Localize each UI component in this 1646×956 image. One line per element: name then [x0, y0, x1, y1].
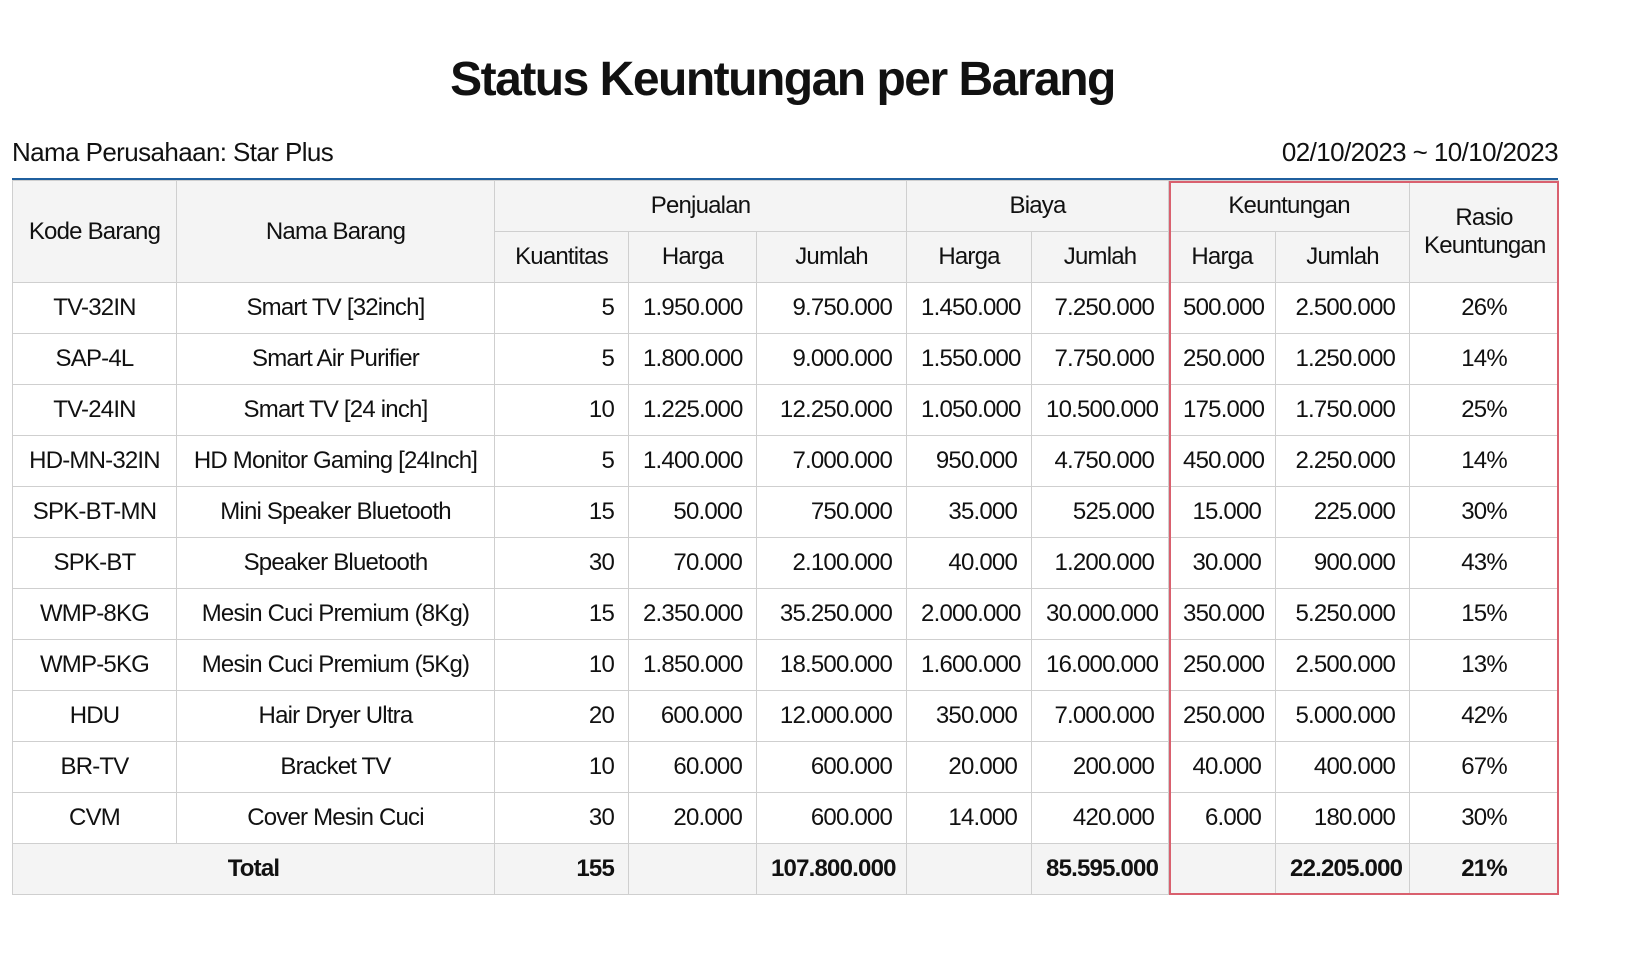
cell-kode-barang: HDU — [13, 691, 177, 742]
cell-kuantitas: 30 — [495, 538, 629, 589]
header-jumlah-biaya: Jumlah — [1032, 232, 1169, 283]
cell-jumlah-penjualan: 9.750.000 — [757, 283, 907, 334]
cell-kode-barang: TV-32IN — [13, 283, 177, 334]
cell-harga-keuntungan: 250.000 — [1169, 691, 1276, 742]
table-body — [13, 283, 1559, 844]
cell-jumlah-biaya: 16.000.000 — [1032, 640, 1169, 691]
cell-harga-penjualan: 1.225.000 — [629, 385, 757, 436]
cell-rasio-keuntungan: 30% — [1410, 793, 1559, 844]
cell-harga-biaya: 20.000 — [907, 742, 1032, 793]
header-kode-barang: Kode Barang — [13, 181, 177, 283]
cell-jumlah-keuntungan: 1.750.000 — [1276, 385, 1410, 436]
cell-jumlah-penjualan: 7.000.000 — [757, 436, 907, 487]
cell-kode-barang: CVM — [13, 793, 177, 844]
cell-nama-barang: Mesin Cuci Premium (5Kg) — [177, 640, 495, 691]
cell-jumlah-penjualan: 600.000 — [757, 793, 907, 844]
cell-jumlah-biaya: 7.250.000 — [1032, 283, 1169, 334]
cell-kuantitas: 5 — [495, 283, 629, 334]
cell-harga-biaya: 1.450.000 — [907, 283, 1032, 334]
cell-jumlah-keuntungan: 1.250.000 — [1276, 334, 1410, 385]
cell-harga-biaya: 950.000 — [907, 436, 1032, 487]
cell-harga-biaya: 40.000 — [907, 538, 1032, 589]
table-row — [13, 691, 1559, 742]
cell-harga-keuntungan: 250.000 — [1169, 640, 1276, 691]
header-harga-keuntungan: Harga — [1169, 232, 1276, 283]
cell-rasio-keuntungan: 14% — [1410, 436, 1559, 487]
cell-kode-barang: SPK-BT — [13, 538, 177, 589]
cell-harga-penjualan: 1.400.000 — [629, 436, 757, 487]
cell-kode-barang: BR-TV — [13, 742, 177, 793]
cell-nama-barang: Hair Dryer Ultra — [177, 691, 495, 742]
cell-harga-keuntungan: 500.000 — [1169, 283, 1276, 334]
cell-harga-penjualan: 2.350.000 — [629, 589, 757, 640]
cell-jumlah-biaya: 200.000 — [1032, 742, 1169, 793]
cell-kode-barang: TV-24IN — [13, 385, 177, 436]
table-header — [13, 181, 1559, 283]
cell-rasio-keuntungan: 13% — [1410, 640, 1559, 691]
header-keuntungan: Keuntungan — [1169, 181, 1410, 232]
cell-jumlah-keuntungan: 180.000 — [1276, 793, 1410, 844]
cell-nama-barang: Speaker Bluetooth — [177, 538, 495, 589]
header-harga-penjualan: Harga — [629, 232, 757, 283]
cell-kode-barang: WMP-5KG — [13, 640, 177, 691]
cell-jumlah-keuntungan: 2.250.000 — [1276, 436, 1410, 487]
cell-jumlah-biaya: 7.000.000 — [1032, 691, 1169, 742]
cell-harga-biaya: 1.550.000 — [907, 334, 1032, 385]
cell-harga-biaya: 1.600.000 — [907, 640, 1032, 691]
header-jumlah-penjualan: Jumlah — [757, 232, 907, 283]
total-row — [13, 844, 1559, 895]
cell-jumlah-biaya: 525.000 — [1032, 487, 1169, 538]
total-kuantitas: 155 — [495, 844, 629, 895]
cell-nama-barang: Smart Air Purifier — [177, 334, 495, 385]
cell-nama-barang: HD Monitor Gaming [24Inch] — [177, 436, 495, 487]
cell-jumlah-penjualan: 35.250.000 — [757, 589, 907, 640]
cell-kuantitas: 5 — [495, 334, 629, 385]
cell-rasio-keuntungan: 15% — [1410, 589, 1559, 640]
cell-jumlah-penjualan: 9.000.000 — [757, 334, 907, 385]
total-harga-biaya-empty — [907, 844, 1032, 895]
cell-harga-keuntungan: 250.000 — [1169, 334, 1276, 385]
cell-kuantitas: 30 — [495, 793, 629, 844]
cell-kuantitas: 15 — [495, 487, 629, 538]
cell-nama-barang: Mini Speaker Bluetooth — [177, 487, 495, 538]
cell-jumlah-keuntungan: 400.000 — [1276, 742, 1410, 793]
total-jumlah-keuntungan: 22.205.000 — [1276, 844, 1410, 895]
cell-harga-biaya: 14.000 — [907, 793, 1032, 844]
cell-harga-penjualan: 600.000 — [629, 691, 757, 742]
header-kuantitas: Kuantitas — [495, 232, 629, 283]
cell-harga-keuntungan: 6.000 — [1169, 793, 1276, 844]
table-row — [13, 436, 1559, 487]
cell-kode-barang: WMP-8KG — [13, 589, 177, 640]
cell-kode-barang: HD-MN-32IN — [13, 436, 177, 487]
company-name: Nama Perusahaan: Star Plus — [12, 137, 334, 167]
cell-rasio-keuntungan: 26% — [1410, 283, 1559, 334]
cell-kode-barang: SAP-4L — [13, 334, 177, 385]
cell-rasio-keuntungan: 67% — [1410, 742, 1559, 793]
cell-harga-penjualan: 70.000 — [629, 538, 757, 589]
cell-jumlah-biaya: 7.750.000 — [1032, 334, 1169, 385]
cell-jumlah-biaya: 1.200.000 — [1032, 538, 1169, 589]
total-jumlah-penjualan: 107.800.000 — [757, 844, 907, 895]
cell-kuantitas: 10 — [495, 742, 629, 793]
cell-harga-keuntungan: 15.000 — [1169, 487, 1276, 538]
table-row — [13, 793, 1559, 844]
cell-kuantitas: 15 — [495, 589, 629, 640]
cell-harga-keuntungan: 350.000 — [1169, 589, 1276, 640]
cell-harga-penjualan: 1.850.000 — [629, 640, 757, 691]
cell-harga-penjualan: 1.800.000 — [629, 334, 757, 385]
cell-jumlah-biaya: 30.000.000 — [1032, 589, 1169, 640]
cell-harga-penjualan: 1.950.000 — [629, 283, 757, 334]
cell-harga-penjualan: 20.000 — [629, 793, 757, 844]
cell-jumlah-biaya: 10.500.000 — [1032, 385, 1169, 436]
cell-harga-biaya: 350.000 — [907, 691, 1032, 742]
cell-kuantitas: 10 — [495, 640, 629, 691]
header-rasio-keuntungan: Rasio Keuntungan — [1410, 181, 1559, 283]
cell-jumlah-penjualan: 2.100.000 — [757, 538, 907, 589]
table-row — [13, 640, 1559, 691]
total-jumlah-biaya: 85.595.000 — [1032, 844, 1169, 895]
date-range: 02/10/2023 ~ 10/10/2023 — [1281, 137, 1558, 167]
table-row — [13, 742, 1559, 793]
cell-nama-barang: Cover Mesin Cuci — [177, 793, 495, 844]
cell-nama-barang: Smart TV [24 inch] — [177, 385, 495, 436]
cell-rasio-keuntungan: 14% — [1410, 334, 1559, 385]
table-row — [13, 385, 1559, 436]
cell-jumlah-keuntungan: 900.000 — [1276, 538, 1410, 589]
cell-jumlah-penjualan: 750.000 — [757, 487, 907, 538]
header-jumlah-keuntungan: Jumlah — [1276, 232, 1410, 283]
cell-jumlah-penjualan: 600.000 — [757, 742, 907, 793]
cell-harga-keuntungan: 30.000 — [1169, 538, 1276, 589]
cell-kuantitas: 10 — [495, 385, 629, 436]
table-row — [13, 589, 1559, 640]
table-row — [13, 283, 1559, 334]
cell-nama-barang: Bracket TV — [177, 742, 495, 793]
cell-jumlah-keuntungan: 2.500.000 — [1276, 283, 1410, 334]
cell-jumlah-keuntungan: 225.000 — [1276, 487, 1410, 538]
cell-kuantitas: 5 — [495, 436, 629, 487]
cell-harga-penjualan: 50.000 — [629, 487, 757, 538]
table-row — [13, 487, 1559, 538]
profit-table — [12, 180, 1559, 895]
cell-harga-keuntungan: 40.000 — [1169, 742, 1276, 793]
total-rasio: 21% — [1410, 844, 1559, 895]
cell-harga-biaya: 35.000 — [907, 487, 1032, 538]
table-row — [13, 334, 1559, 385]
table-row — [13, 538, 1559, 589]
cell-jumlah-penjualan: 12.000.000 — [757, 691, 907, 742]
header-penjualan: Penjualan — [495, 181, 907, 232]
total-harga-keuntungan-empty — [1169, 844, 1276, 895]
cell-harga-keuntungan: 175.000 — [1169, 385, 1276, 436]
header-nama-barang: Nama Barang — [177, 181, 495, 283]
page-title: Status Keuntungan per Barang — [450, 53, 1115, 106]
cell-jumlah-biaya: 4.750.000 — [1032, 436, 1169, 487]
cell-harga-keuntungan: 450.000 — [1169, 436, 1276, 487]
cell-jumlah-biaya: 420.000 — [1032, 793, 1169, 844]
cell-rasio-keuntungan: 30% — [1410, 487, 1559, 538]
cell-rasio-keuntungan: 42% — [1410, 691, 1559, 742]
cell-nama-barang: Mesin Cuci Premium (8Kg) — [177, 589, 495, 640]
cell-nama-barang: Smart TV [32inch] — [177, 283, 495, 334]
cell-kuantitas: 20 — [495, 691, 629, 742]
cell-jumlah-keuntungan: 2.500.000 — [1276, 640, 1410, 691]
cell-kode-barang: SPK-BT-MN — [13, 487, 177, 538]
cell-harga-biaya: 1.050.000 — [907, 385, 1032, 436]
total-label: Total — [13, 844, 495, 895]
cell-jumlah-keuntungan: 5.250.000 — [1276, 589, 1410, 640]
cell-harga-biaya: 2.000.000 — [907, 589, 1032, 640]
cell-harga-penjualan: 60.000 — [629, 742, 757, 793]
cell-rasio-keuntungan: 25% — [1410, 385, 1559, 436]
total-harga-penjualan-empty — [629, 844, 757, 895]
header-harga-biaya: Harga — [907, 232, 1032, 283]
cell-jumlah-keuntungan: 5.000.000 — [1276, 691, 1410, 742]
cell-rasio-keuntungan: 43% — [1410, 538, 1559, 589]
cell-jumlah-penjualan: 18.500.000 — [757, 640, 907, 691]
cell-jumlah-penjualan: 12.250.000 — [757, 385, 907, 436]
header-biaya: Biaya — [907, 181, 1169, 232]
